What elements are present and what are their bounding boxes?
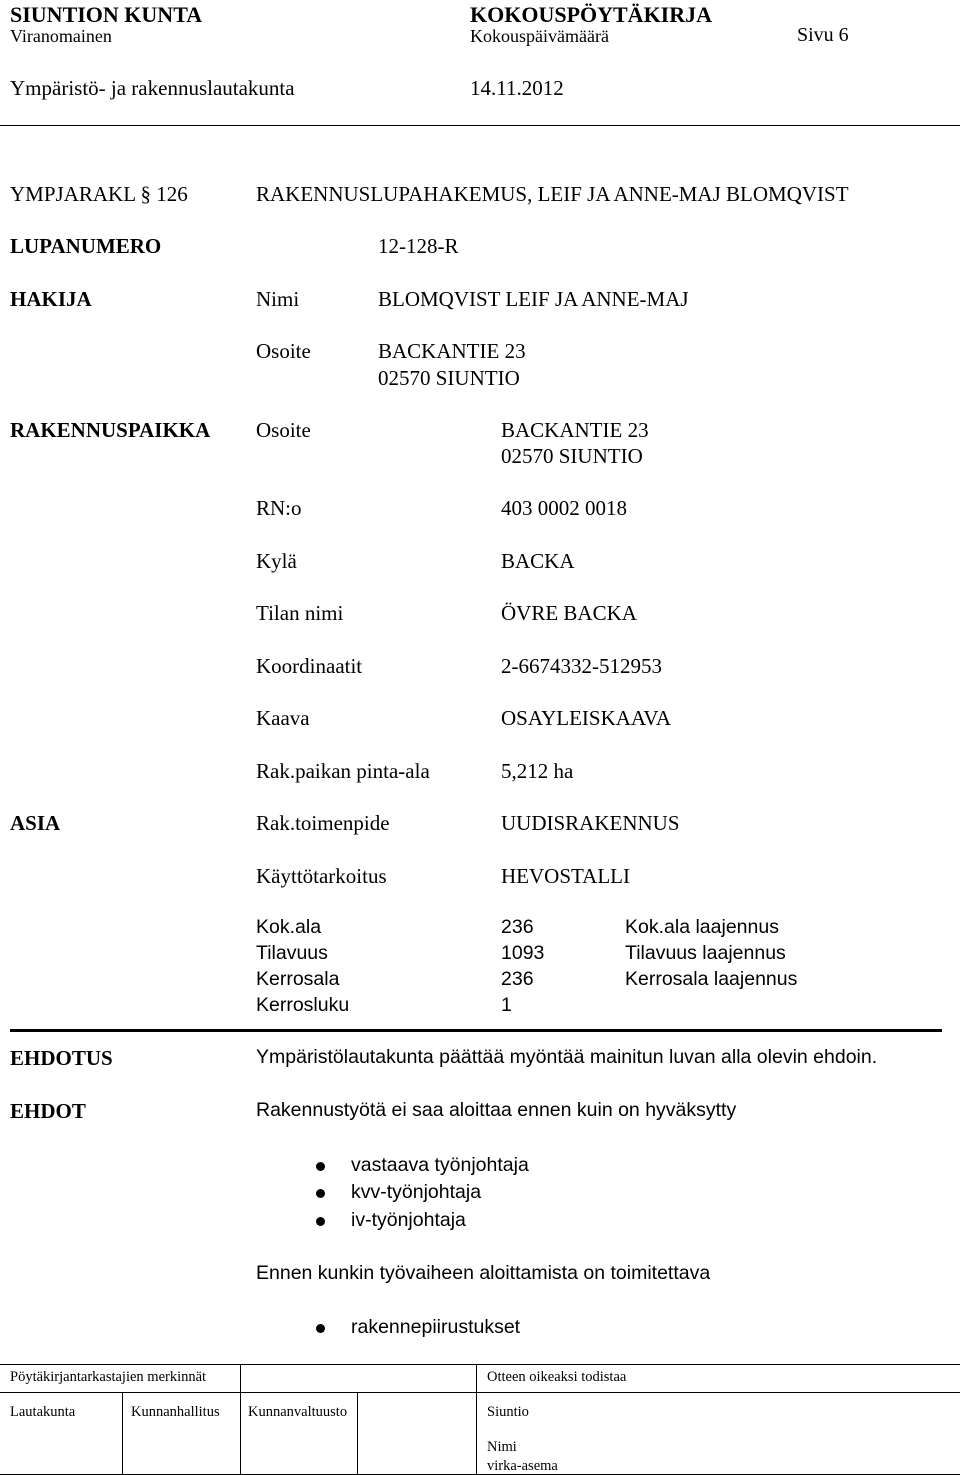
footer-certified-label: Otteen oikeaksi todistaa <box>487 1369 627 1385</box>
footer-place: Siuntio <box>487 1404 529 1420</box>
site-label: RAKENNUSPAIKKA <box>10 418 211 442</box>
applicant-name: BLOMQVIST LEIF JA ANNE-MAJ <box>378 287 689 311</box>
footer-name-label: Nimi <box>487 1439 517 1455</box>
proposal-label: EHDOTUS <box>10 1046 113 1070</box>
proposal-text: Ympäristölautakunta päättää myöntää mainitun luvan alla olevin ehdoin. <box>256 1046 878 1068</box>
applicant-address-street: BACKANTIE 23 <box>378 339 526 363</box>
footer-checkers-label: Pöytäkirjantarkastajien merkinnät <box>10 1369 207 1385</box>
matter-row-label: Käyttötarkoitus <box>256 864 387 888</box>
applicant-name-label: Nimi <box>256 287 300 311</box>
applicant-label: HAKIJA <box>10 287 92 311</box>
meeting-date-label: Kokouspäivämäärä <box>470 26 609 46</box>
condition-item: iv-työnjohtaja <box>351 1209 466 1231</box>
page-number: Sivu 6 <box>797 24 849 46</box>
matter-row-label: Rak.toimenpide <box>256 811 390 835</box>
document-type: KOKOUSPÖYTÄKIRJA <box>470 2 713 27</box>
footer-top-border <box>0 1364 960 1365</box>
authority-name: Ympäristö- ja rakennuslautakunta <box>10 76 295 100</box>
applicant-address-city: 02570 SIUNTIO <box>378 366 520 390</box>
case-title: RAKENNUSLUPAHAKEMUS, LEIF JA ANNE-MAJ BLOMQVIST <box>256 182 849 206</box>
site-row-value: OSAYLEISKAAVA <box>501 706 671 730</box>
footer-council-label: Kunnanvaltuusto <box>248 1404 348 1420</box>
footer-municipal-board-label: Kunnanhallitus <box>131 1404 220 1420</box>
applicant-address-label: Osoite <box>256 339 311 363</box>
section-divider <box>10 1029 942 1032</box>
footer-column-divider <box>357 1392 358 1475</box>
site-row-value: ÖVRE BACKA <box>501 601 637 625</box>
area-label: Kok.ala <box>256 916 322 938</box>
area-value: 236 <box>501 968 534 990</box>
site-row-label: Koordinaatit <box>256 654 363 678</box>
bullet-icon <box>316 1162 325 1171</box>
permit-label: LUPANUMERO <box>10 234 162 258</box>
conditions-intro: Rakennustyötä ei saa aloittaa ennen kuin on hyväksytty <box>256 1099 737 1121</box>
site-address-city: 02570 SIUNTIO <box>501 444 643 468</box>
meeting-date: 14.11.2012 <box>470 76 564 100</box>
footer-board-label: Lautakunta <box>10 1404 76 1420</box>
matter-row-value: UUDISRAKENNUS <box>501 811 680 835</box>
bullet-icon <box>316 1217 325 1226</box>
permit-number: 12-128-R <box>378 234 459 258</box>
case-number: YMPJARAKL § 126 <box>10 182 188 206</box>
area-value: 236 <box>501 916 534 938</box>
site-row-value: 5,212 ha <box>501 759 574 783</box>
matter-row-value: HEVOSTALLI <box>501 864 630 888</box>
area-extension-label: Kerrosala laajennus <box>625 968 798 990</box>
site-row-label: Kylä <box>256 549 297 573</box>
site-address-street: BACKANTIE 23 <box>501 418 649 442</box>
site-row-label: Tilan nimi <box>256 601 344 625</box>
area-extension-label: Tilavuus laajennus <box>625 942 786 964</box>
area-value: 1093 <box>501 942 545 964</box>
site-row-value: 2-6674332-512953 <box>501 654 662 678</box>
site-row-value: BACKA <box>501 549 575 573</box>
site-address-label: Osoite <box>256 418 311 442</box>
footer-column-divider <box>476 1364 477 1475</box>
site-row-label: RN:o <box>256 496 302 520</box>
site-row-label: Kaava <box>256 706 310 730</box>
site-row-value: 403 0002 0018 <box>501 496 627 520</box>
footer-column-divider <box>240 1364 241 1475</box>
footer-position-label: virka-asema <box>487 1458 558 1474</box>
footer-row-divider <box>0 1392 960 1393</box>
area-value: 1 <box>501 994 512 1016</box>
org-name: SIUNTION KUNTA <box>10 2 203 27</box>
authority-label: Viranomainen <box>10 26 112 46</box>
area-extension-label: Kok.ala laajennus <box>625 916 779 938</box>
condition-item: vastaava työnjohtaja <box>351 1154 529 1176</box>
condition-item: kvv-työnjohtaja <box>351 1181 482 1203</box>
area-label: Tilavuus <box>256 942 328 964</box>
area-label: Kerrosala <box>256 968 340 990</box>
conditions-label: EHDOT <box>10 1099 86 1123</box>
bullet-icon <box>316 1189 325 1198</box>
bullet-icon <box>316 1324 325 1333</box>
header-divider <box>0 125 960 126</box>
footer-column-divider <box>122 1392 123 1475</box>
matter-label: ASIA <box>10 811 61 835</box>
area-label: Kerrosluku <box>256 994 350 1016</box>
site-row-label: Rak.paikan pinta-ala <box>256 759 430 783</box>
conditions-intro-2: Ennen kunkin työvaiheen aloittamista on toimitettava <box>256 1262 711 1284</box>
condition-item: rakennepiirustukset <box>351 1316 521 1338</box>
